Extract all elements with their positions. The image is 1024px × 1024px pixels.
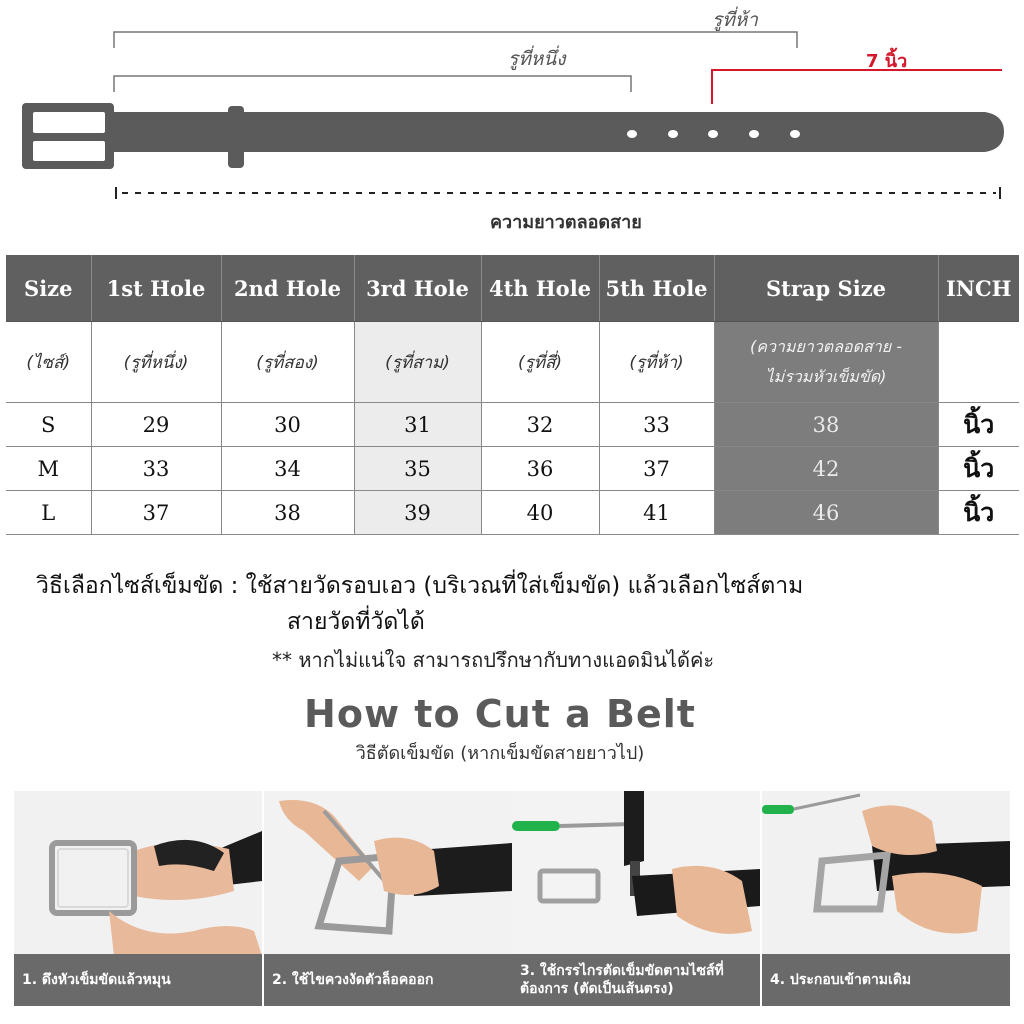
- cell-hole-4: 40: [481, 491, 599, 535]
- header-hole-2: 2nd Hole: [221, 255, 354, 322]
- cell-hole-1: 29: [91, 403, 221, 447]
- table-row: [6, 403, 1019, 447]
- header-hole-1: 1st Hole: [91, 255, 221, 322]
- step-4-caption: 4. ประกอบเข้าตามเดิม: [762, 954, 1010, 1006]
- first-hole-bracket: [114, 76, 631, 92]
- step-2-panel: [264, 791, 512, 1006]
- cell-unit: นิ้ว: [938, 447, 1019, 491]
- header-hole-3: 3rd Hole: [354, 255, 481, 322]
- cell-strap-size: 42: [714, 447, 938, 491]
- first-hole-label: รูที่หนึ่ง: [508, 48, 566, 70]
- cell-hole-3: 31: [354, 403, 481, 447]
- cell-hole-3: 39: [354, 491, 481, 535]
- subheader-size: (ไซส์): [6, 322, 91, 403]
- cell-hole-5: 41: [599, 491, 714, 535]
- table-row: [6, 491, 1019, 535]
- cut-belt-subtitle: วิธีตัดเข็มขัด (หากเข็มขัดสายยาวไป): [355, 743, 645, 764]
- header-hole-5: 5th Hole: [599, 255, 714, 322]
- cell-size: L: [6, 491, 91, 535]
- cell-hole-3: 35: [354, 447, 481, 491]
- buckle-icon: [22, 103, 114, 169]
- fifth-hole-label: รูที่ห้า: [712, 9, 758, 31]
- subheader-hole-2: (รูที่สอง): [221, 322, 354, 403]
- subheader-inch: [938, 322, 1019, 403]
- table-row: [6, 447, 1019, 491]
- table-header-row: [6, 255, 1019, 322]
- cell-hole-5: 33: [599, 403, 714, 447]
- header-size: Size: [6, 255, 91, 322]
- cell-hole-1: 37: [91, 491, 221, 535]
- subheader-hole-5: (รูที่ห้า): [599, 322, 714, 403]
- subheader-hole-1: (รูที่หนึ่ง): [91, 322, 221, 403]
- cell-strap-size: 46: [714, 491, 938, 535]
- size-table: [6, 255, 1019, 535]
- cell-hole-1: 33: [91, 447, 221, 491]
- cut-belt-title: How to Cut a Belt: [304, 692, 696, 736]
- subheader-hole-4: (รูที่สี่): [481, 322, 599, 403]
- size-instructions-line-1: วิธีเลือกไซส์เข็มขัด : ใช้สายวัดรอบเอว (บริเวณที่ใส่เข็มขัด) แล้วเลือกไซส์ตาม: [36, 573, 804, 599]
- header-inch: INCH: [938, 255, 1019, 322]
- cell-hole-2: 34: [221, 447, 354, 491]
- cell-hole-4: 32: [481, 403, 599, 447]
- cell-unit: นิ้ว: [938, 403, 1019, 447]
- cell-size: S: [6, 403, 91, 447]
- step-1-caption: 1. ดึงหัวเข็มขัดแล้วหมุน: [14, 954, 262, 1006]
- step-2-caption: 2. ใช้ไขควงงัดตัวล็อคออก: [264, 954, 512, 1006]
- header-strap-size: Strap Size: [714, 255, 938, 322]
- table-subheader-row: [6, 322, 1019, 403]
- cell-hole-4: 36: [481, 447, 599, 491]
- cell-hole-2: 38: [221, 491, 354, 535]
- step-3-caption: 3. ใช้กรรไกรตัดเข็มขัดตามไซส์ที่ต้องการ (ตัดเป็นเส้นตรง): [512, 954, 760, 1006]
- cell-hole-5: 37: [599, 447, 714, 491]
- cell-size: M: [6, 447, 91, 491]
- admin-note: ** หากไม่แน่ใจ สามารถปรึกษากับทางแอดมินได้ค่ะ: [272, 648, 715, 672]
- step-1-panel: [14, 791, 262, 1006]
- extra-length-label: 7 นิ้ว: [866, 51, 908, 72]
- cell-strap-size: 38: [714, 403, 938, 447]
- fifth-hole-bracket: [114, 32, 797, 48]
- step-3-panel: [512, 791, 760, 1006]
- subheader-strap-size: (ความยาวตลอดสาย - ไม่รวมหัวเข็มขัด): [714, 322, 938, 403]
- header-hole-4: 4th Hole: [481, 255, 599, 322]
- extra-length-bracket: [712, 70, 1002, 104]
- belt-strap: [108, 112, 1004, 152]
- cell-hole-2: 30: [221, 403, 354, 447]
- subheader-hole-3: (รูที่สาม): [354, 322, 481, 403]
- total-length-label: ความยาวตลอดสาย: [490, 212, 642, 233]
- size-instructions-line-2: สายวัดที่วัดได้: [287, 609, 425, 635]
- step-4-panel: [762, 791, 1010, 1006]
- cell-unit: นิ้ว: [938, 491, 1019, 535]
